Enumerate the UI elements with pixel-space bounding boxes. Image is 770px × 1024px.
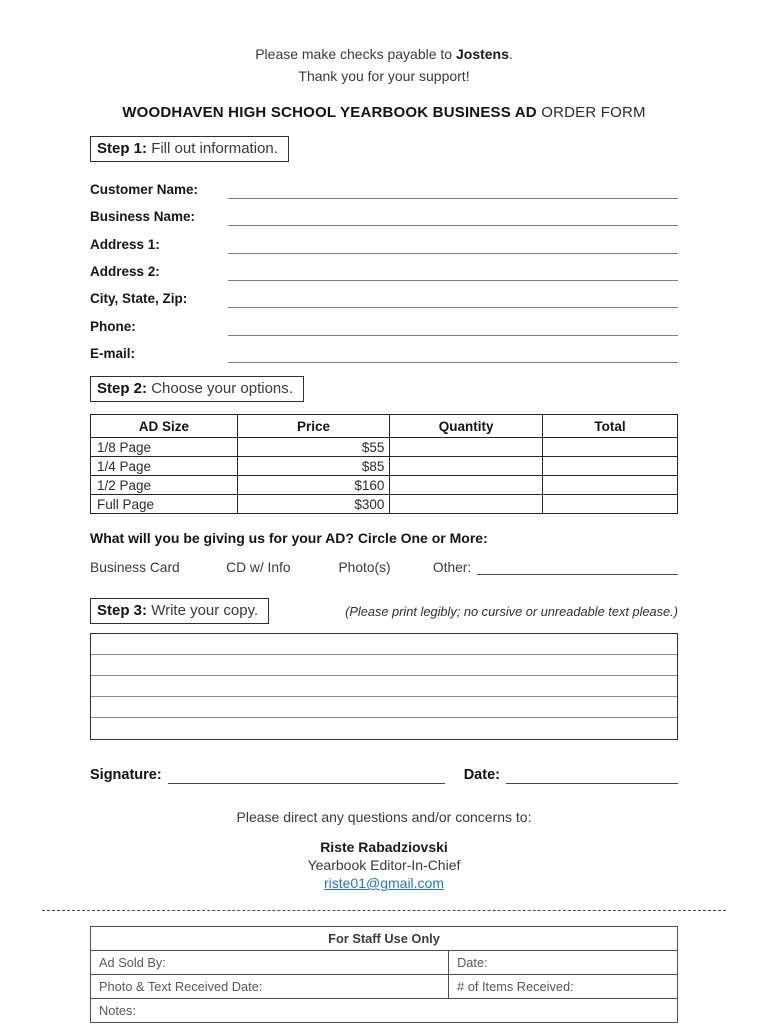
contact-email-line xyxy=(90,875,678,891)
customer-name-input[interactable] xyxy=(228,179,678,199)
payable-prefix: Please make checks payable to xyxy=(255,46,453,62)
date-input[interactable] xyxy=(506,767,678,784)
address1-label: Address 1: xyxy=(90,236,160,252)
customer-name-label: Customer Name: xyxy=(90,181,199,197)
step2-text: Choose your options. xyxy=(151,380,293,398)
ad-size-cell: 1/8 Page xyxy=(91,438,238,457)
page-title-bold: WOODHAVEN HIGH SCHOOL YEARBOOK BUSINESS AD xyxy=(122,104,537,122)
cut-dashed-divider xyxy=(42,910,726,911)
checks-payable-note xyxy=(90,44,678,87)
payable-line xyxy=(90,44,678,66)
phone-label: Phone: xyxy=(90,318,136,334)
phone-input[interactable] xyxy=(228,316,678,336)
col-header-price: Price xyxy=(237,415,390,438)
table-row xyxy=(91,476,678,495)
option-photos[interactable]: Photo(s) xyxy=(338,560,391,576)
customer-info-fields xyxy=(90,171,678,363)
quantity-cell[interactable] xyxy=(390,438,543,457)
step3-text: Write your copy. xyxy=(151,602,259,620)
giving-question: What will you be giving us for your AD? Circle One or More: xyxy=(90,530,488,547)
business-name-label: Business Name: xyxy=(90,209,196,225)
field-row-address2 xyxy=(90,254,678,281)
copy-line-1[interactable] xyxy=(91,634,677,655)
table-row xyxy=(91,457,678,476)
step2-box xyxy=(90,376,304,402)
photo-text-received-label: Photo & Text Received Date: xyxy=(99,979,263,995)
step3-box xyxy=(90,598,269,624)
copy-line-3[interactable] xyxy=(91,676,677,697)
ad-sold-by-label: Ad Sold By: xyxy=(99,955,166,971)
staff-title-row xyxy=(91,927,678,951)
table-row xyxy=(91,495,678,514)
items-received-cell[interactable] xyxy=(449,975,678,999)
photo-text-received-cell[interactable] xyxy=(91,975,449,999)
signature-input[interactable] xyxy=(168,767,445,784)
notes-cell[interactable] xyxy=(91,999,678,1023)
staff-row-3 xyxy=(91,999,678,1023)
city-state-zip-label: City, State, Zip: xyxy=(90,291,188,307)
copy-line-2[interactable] xyxy=(91,655,677,676)
price-cell: $160 xyxy=(237,476,390,495)
legibility-note: (Please print legibly; no cursive or unreadable text please.) xyxy=(345,603,678,619)
option-business-card[interactable]: Business Card xyxy=(90,560,180,576)
ad-sold-by-cell[interactable] xyxy=(91,951,449,975)
contact-name: Riste Rabadziovski xyxy=(320,839,448,856)
address2-label: Address 2: xyxy=(90,263,160,279)
field-row-email xyxy=(90,336,678,363)
step2-label: Step 2: xyxy=(97,380,148,398)
contact-section xyxy=(90,809,678,891)
other-input[interactable] xyxy=(477,559,678,575)
price-cell: $55 xyxy=(237,438,390,457)
field-row-city-state-zip xyxy=(90,281,678,308)
step3-section xyxy=(90,598,678,624)
staff-row-1 xyxy=(91,951,678,975)
field-row-address1 xyxy=(90,226,678,253)
contact-direct-line: Please direct any questions and/or concerns to: xyxy=(236,809,532,826)
contact-role: Yearbook Editor-In-Chief xyxy=(307,857,461,874)
address2-input[interactable] xyxy=(228,261,678,281)
staff-use-title: For Staff Use Only xyxy=(91,927,678,951)
field-row-phone xyxy=(90,308,678,335)
price-table-header-row xyxy=(91,415,678,438)
total-cell[interactable] xyxy=(542,476,677,495)
total-cell[interactable] xyxy=(542,438,677,457)
page-title xyxy=(90,104,678,121)
ad-size-cell: 1/4 Page xyxy=(91,457,238,476)
signature-label: Signature: xyxy=(90,767,162,784)
signature-section xyxy=(90,767,678,784)
ad-price-table xyxy=(90,414,678,514)
giving-options-row xyxy=(90,559,678,575)
staff-date-cell[interactable] xyxy=(449,951,678,975)
col-header-quantity: Quantity xyxy=(390,415,543,438)
ad-size-cell: Full Page xyxy=(91,495,238,514)
ad-size-cell: 1/2 Page xyxy=(91,476,238,495)
price-cell: $300 xyxy=(237,495,390,514)
other-label: Other: xyxy=(432,560,472,576)
col-header-ad-size: AD Size xyxy=(91,415,238,438)
payable-suffix: . xyxy=(508,46,513,62)
page-title-regular: ORDER FORM xyxy=(541,104,646,122)
field-row-business-name xyxy=(90,199,678,226)
notes-label: Notes: xyxy=(99,1003,136,1019)
city-state-zip-input[interactable] xyxy=(228,288,678,308)
staff-date-label: Date: xyxy=(457,955,488,971)
step1-text: Fill out information. xyxy=(151,140,278,158)
business-name-input[interactable] xyxy=(228,206,678,226)
staff-row-2 xyxy=(91,975,678,999)
ad-copy-write-area[interactable] xyxy=(90,633,678,740)
field-row-customer-name xyxy=(90,171,678,198)
thanks-line: Thank you for your support! xyxy=(298,67,470,84)
option-cd-with-info[interactable]: CD w/ Info xyxy=(226,560,291,576)
address1-input[interactable] xyxy=(228,234,678,254)
col-header-total: Total xyxy=(542,415,677,438)
step1-label: Step 1: xyxy=(97,140,148,158)
price-cell: $85 xyxy=(237,457,390,476)
email-input[interactable] xyxy=(228,343,678,363)
total-cell[interactable] xyxy=(542,495,677,514)
copy-line-4[interactable] xyxy=(91,697,677,718)
quantity-cell[interactable] xyxy=(390,495,543,514)
payable-name: Jostens xyxy=(455,46,509,62)
step1-box xyxy=(90,136,289,162)
copy-line-5[interactable] xyxy=(91,718,677,739)
step2-section xyxy=(90,376,678,402)
quantity-cell[interactable] xyxy=(390,476,543,495)
email-label: E-mail: xyxy=(90,346,136,362)
staff-use-table xyxy=(90,926,678,1023)
step3-label: Step 3: xyxy=(97,602,148,620)
table-row xyxy=(91,438,678,457)
quantity-cell[interactable] xyxy=(390,457,543,476)
date-label: Date: xyxy=(463,767,500,784)
step1-section xyxy=(90,136,678,162)
email-link[interactable]: riste01@gmail.com xyxy=(323,875,445,892)
items-received-label: # of Items Received: xyxy=(457,979,574,995)
total-cell[interactable] xyxy=(542,457,677,476)
